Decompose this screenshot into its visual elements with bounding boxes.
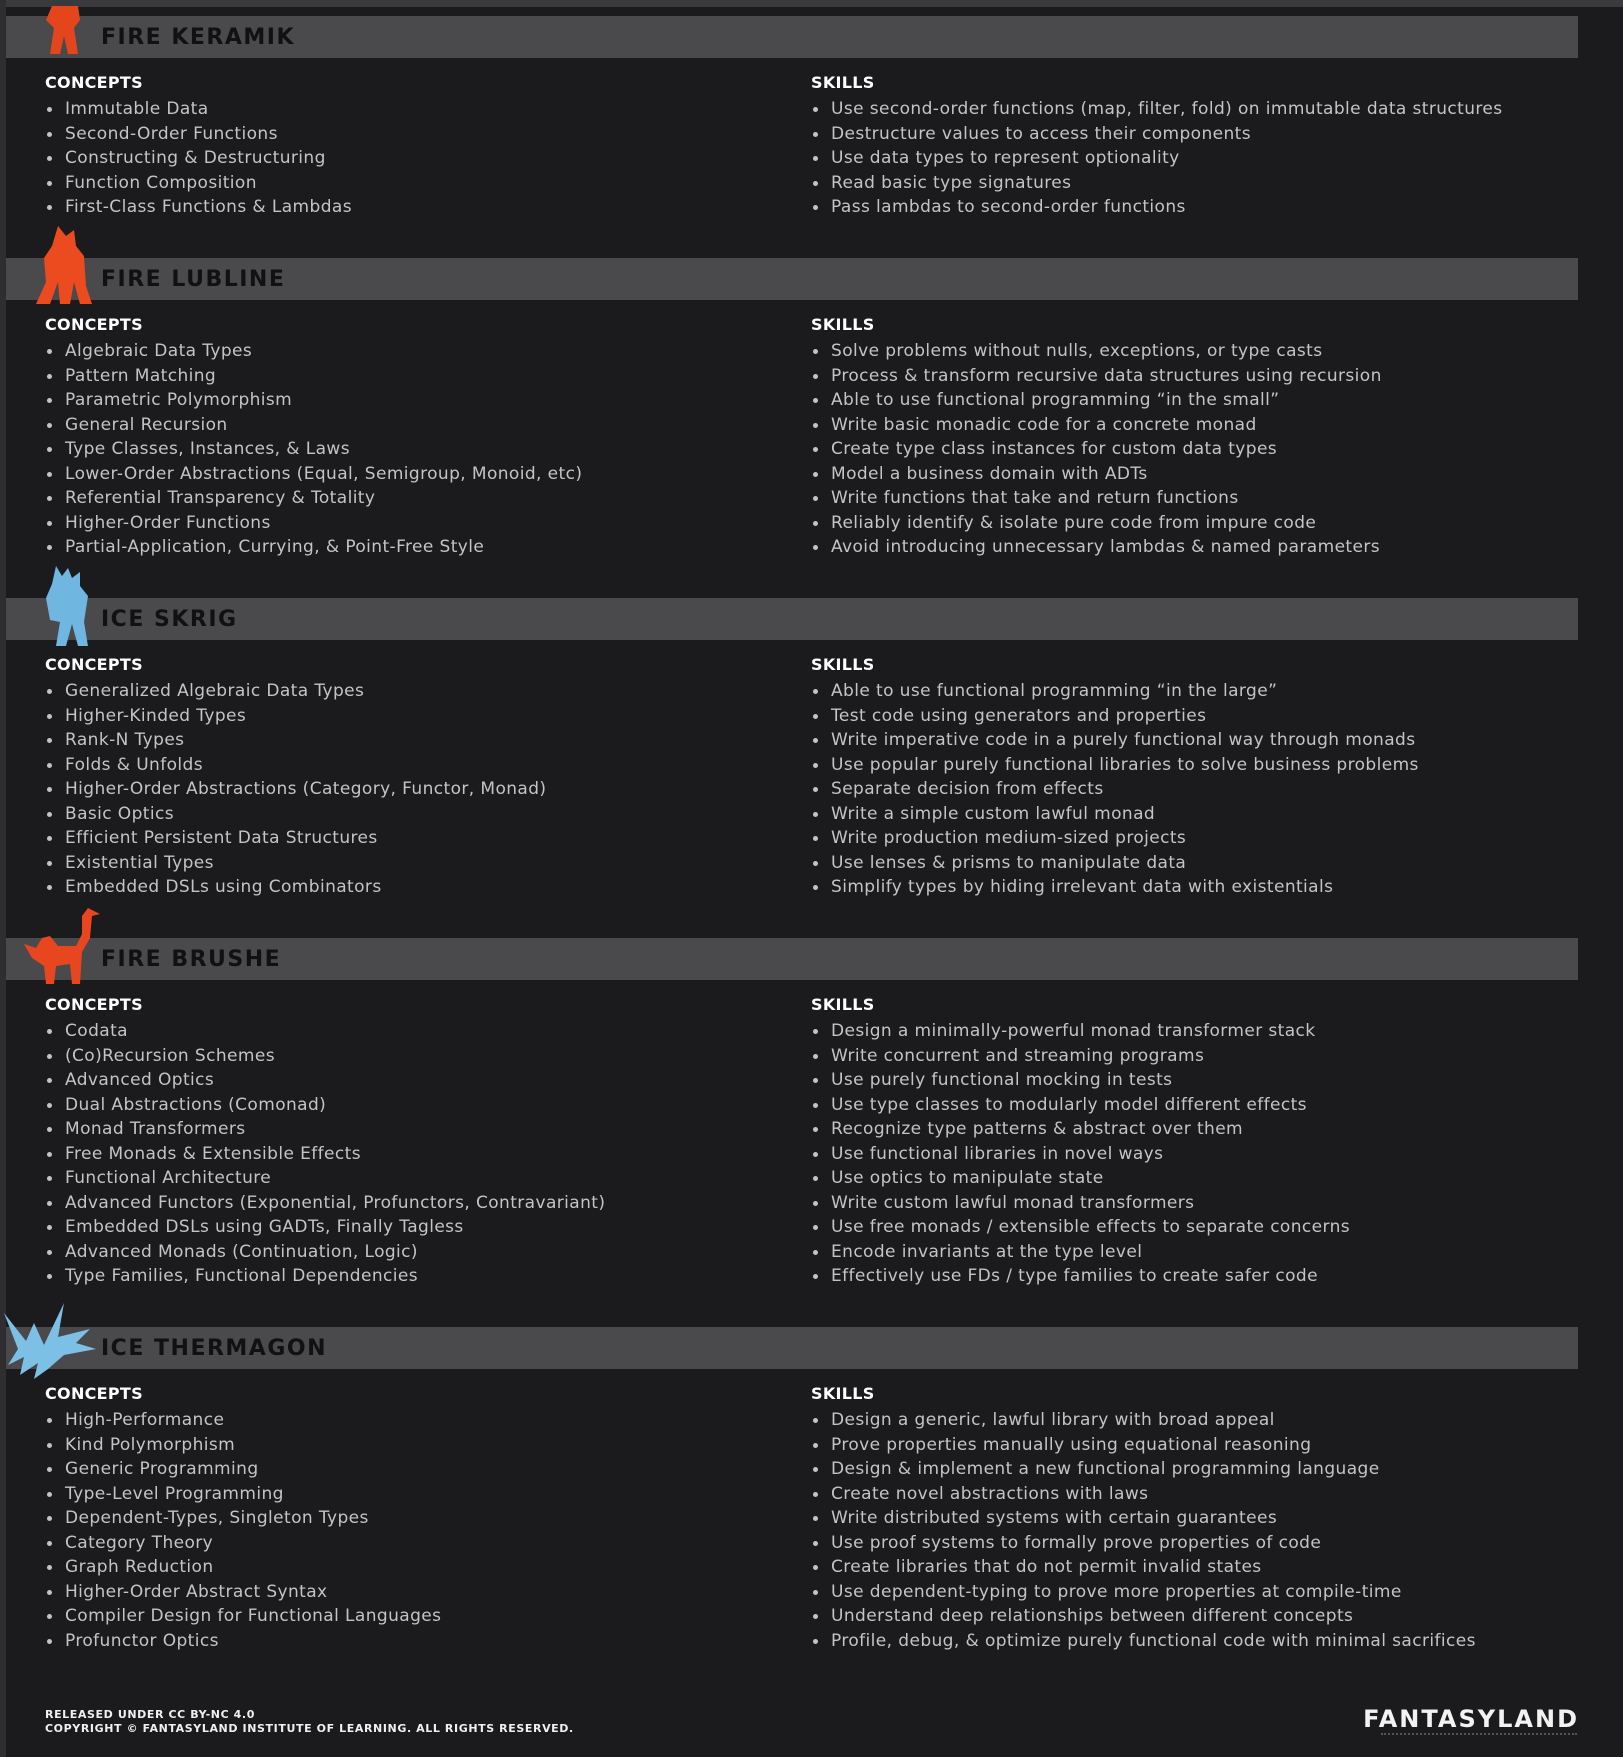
skill-item: Use popular purely functional libraries to solve business problems (811, 753, 1419, 778)
concept-item: Rank-N Types (45, 728, 546, 753)
skill-item: Write a simple custom lawful monad (811, 802, 1419, 827)
section-title: ICE THERMAGON (101, 1336, 327, 1361)
skill-item: Write concurrent and streaming programs (811, 1044, 1350, 1069)
section-title: FIRE LUBLINE (101, 267, 286, 292)
skills-header: SKILLS (811, 73, 875, 92)
skills-column (811, 72, 1503, 220)
concept-item: Algebraic Data Types (45, 339, 582, 364)
skill-item: Pass lambdas to second-order functions (811, 195, 1503, 220)
skill-item: Reliably identify & isolate pure code from impure code (811, 511, 1382, 536)
concept-item: Type Families, Functional Dependencies (45, 1264, 605, 1289)
section-title: FIRE KERAMIK (101, 25, 296, 50)
top-bar (0, 0, 1623, 7)
skill-item: Create libraries that do not permit invalid states (811, 1555, 1476, 1580)
skills-list (811, 1019, 1350, 1289)
concept-item: (Co)Recursion Schemes (45, 1044, 605, 1069)
concept-item: Graph Reduction (45, 1555, 441, 1580)
skills-list (811, 97, 1503, 220)
concept-item: Parametric Polymorphism (45, 388, 582, 413)
skill-item: Effectively use FDs / type families to create safer code (811, 1264, 1350, 1289)
concept-item: General Recursion (45, 413, 582, 438)
skills-column (811, 994, 1350, 1289)
skill-item: Use purely functional mocking in tests (811, 1068, 1350, 1093)
concept-item: High-Performance (45, 1408, 441, 1433)
concepts-header: CONCEPTS (45, 655, 143, 674)
concepts-column (45, 314, 582, 560)
skill-item: Recognize type patterns & abstract over them (811, 1117, 1350, 1142)
concepts-column (45, 654, 546, 900)
copyright-text: COPYRIGHT © FANTASYLAND INSTITUTE OF LEARNING. ALL RIGHTS RESERVED. (45, 1722, 574, 1735)
concept-item: Functional Architecture (45, 1166, 605, 1191)
skill-item: Model a business domain with ADTs (811, 462, 1382, 487)
section-title: ICE SKRIG (101, 607, 238, 632)
concept-item: Type Classes, Instances, & Laws (45, 437, 582, 462)
concept-item: Function Composition (45, 171, 352, 196)
skill-item: Write imperative code in a purely functional way through monads (811, 728, 1419, 753)
section-title: FIRE BRUSHE (101, 947, 282, 972)
concept-item: Second-Order Functions (45, 122, 352, 147)
concept-item: Advanced Optics (45, 1068, 605, 1093)
concept-item: Monad Transformers (45, 1117, 605, 1142)
skill-item: Create novel abstractions with laws (811, 1482, 1476, 1507)
skill-item: Use type classes to modularly model different effects (811, 1093, 1350, 1118)
skill-item: Read basic type signatures (811, 171, 1503, 196)
concept-item: Profunctor Optics (45, 1629, 441, 1654)
concept-item: Free Monads & Extensible Effects (45, 1142, 605, 1167)
concepts-list (45, 97, 352, 220)
skill-item: Write custom lawful monad transformers (811, 1191, 1350, 1216)
skill-item: Write production medium-sized projects (811, 826, 1419, 851)
concepts-header: CONCEPTS (45, 73, 143, 92)
skill-item: Write basic monadic code for a concrete monad (811, 413, 1382, 438)
creature-icon (32, 566, 102, 655)
concept-item: Embedded DSLs using Combinators (45, 875, 546, 900)
skill-item: Avoid introducing unnecessary lambdas & named parameters (811, 535, 1382, 560)
skill-item: Simplify types by hiding irrelevant data with existentials (811, 875, 1419, 900)
skill-item: Use data types to represent optionality (811, 146, 1503, 171)
license-text: RELEASED UNDER CC BY-NC 4.0 (45, 1708, 255, 1721)
fantasyland-logo: FANTASYLAND (1363, 1705, 1579, 1733)
concept-item: Compiler Design for Functional Languages (45, 1604, 441, 1629)
concept-item: Advanced Monads (Continuation, Logic) (45, 1240, 605, 1265)
concepts-column (45, 994, 605, 1289)
skills-list (811, 1408, 1476, 1653)
skills-list (811, 679, 1419, 900)
concept-item: First-Class Functions & Lambdas (45, 195, 352, 220)
skills-header: SKILLS (811, 995, 875, 1014)
skill-item: Destructure values to access their components (811, 122, 1503, 147)
skills-header: SKILLS (811, 1384, 875, 1403)
concept-item: Type-Level Programming (45, 1482, 441, 1507)
creature-icon (4, 1293, 104, 1388)
skill-item: Use optics to manipulate state (811, 1166, 1350, 1191)
skills-column (811, 1383, 1476, 1653)
skill-item: Able to use functional programming “in the small” (811, 388, 1382, 413)
logo-underline (1381, 1733, 1577, 1737)
skill-item: Prove properties manually using equational reasoning (811, 1433, 1476, 1458)
concept-item: Immutable Data (45, 97, 352, 122)
concepts-list (45, 1019, 605, 1289)
concept-item: Higher-Order Abstractions (Category, Functor, Monad) (45, 777, 546, 802)
concepts-header: CONCEPTS (45, 1384, 143, 1403)
concept-item: Existential Types (45, 851, 546, 876)
skill-item: Design a minimally-powerful monad transformer stack (811, 1019, 1350, 1044)
skill-item: Solve problems without nulls, exceptions, or type casts (811, 339, 1382, 364)
concept-item: Category Theory (45, 1531, 441, 1556)
concept-item: Higher-Order Abstract Syntax (45, 1580, 441, 1605)
concept-item: Dual Abstractions (Comonad) (45, 1093, 605, 1118)
skill-item: Understand deep relationships between different concepts (811, 1604, 1476, 1629)
concepts-column (45, 72, 352, 220)
concept-item: Referential Transparency & Totality (45, 486, 582, 511)
skills-header: SKILLS (811, 655, 875, 674)
concept-item: Basic Optics (45, 802, 546, 827)
concepts-header: CONCEPTS (45, 315, 143, 334)
concept-item: Kind Polymorphism (45, 1433, 441, 1458)
concept-item: Partial-Application, Currying, & Point-Free Style (45, 535, 582, 560)
concept-item: Embedded DSLs using GADTs, Finally Tagless (45, 1215, 605, 1240)
concepts-list (45, 1408, 441, 1653)
concept-item: Generic Programming (45, 1457, 441, 1482)
concept-item: Lower-Order Abstractions (Equal, Semigroup, Monoid, etc) (45, 462, 582, 487)
skills-header: SKILLS (811, 315, 875, 334)
skill-item: Encode invariants at the type level (811, 1240, 1350, 1265)
skill-item: Separate decision from effects (811, 777, 1419, 802)
skills-column (811, 654, 1419, 900)
concept-item: Folds & Unfolds (45, 753, 546, 778)
skill-item: Write functions that take and return functions (811, 486, 1382, 511)
skill-item: Use free monads / extensible effects to separate concerns (811, 1215, 1350, 1240)
concept-item: Dependent-Types, Singleton Types (45, 1506, 441, 1531)
concept-item: Higher-Kinded Types (45, 704, 546, 729)
skill-item: Profile, debug, & optimize purely functional code with minimal sacrifices (811, 1629, 1476, 1654)
concept-item: Generalized Algebraic Data Types (45, 679, 546, 704)
skill-item: Design & implement a new functional programming language (811, 1457, 1476, 1482)
skill-item: Use second-order functions (map, filter, fold) on immutable data structures (811, 97, 1503, 122)
skill-item: Use dependent-typing to prove more properties at compile-time (811, 1580, 1476, 1605)
skill-item: Design a generic, lawful library with broad appeal (811, 1408, 1476, 1433)
concepts-header: CONCEPTS (45, 995, 143, 1014)
concepts-list (45, 679, 546, 900)
creature-icon (20, 908, 110, 993)
skills-list (811, 339, 1382, 560)
concept-item: Pattern Matching (45, 364, 582, 389)
section-header-band (6, 598, 1578, 640)
skill-item: Create type class instances for custom data types (811, 437, 1382, 462)
skill-item: Use lenses & prisms to manipulate data (811, 851, 1419, 876)
concept-item: Higher-Order Functions (45, 511, 582, 536)
skill-item: Able to use functional programming “in the large” (811, 679, 1419, 704)
concepts-column (45, 1383, 441, 1653)
concepts-list (45, 339, 582, 560)
skill-item: Process & transform recursive data structures using recursion (811, 364, 1382, 389)
concept-item: Codata (45, 1019, 605, 1044)
skills-column (811, 314, 1382, 560)
skill-item: Use functional libraries in novel ways (811, 1142, 1350, 1167)
concept-item: Efficient Persistent Data Structures (45, 826, 546, 851)
skill-item: Test code using generators and properties (811, 704, 1419, 729)
skill-item: Use proof systems to formally prove properties of code (811, 1531, 1476, 1556)
concept-item: Constructing & Destructuring (45, 146, 352, 171)
creature-icon (34, 6, 94, 61)
concept-item: Advanced Functors (Exponential, Profunctors, Contravariant) (45, 1191, 605, 1216)
creature-icon (30, 226, 100, 313)
skill-item: Write distributed systems with certain guarantees (811, 1506, 1476, 1531)
